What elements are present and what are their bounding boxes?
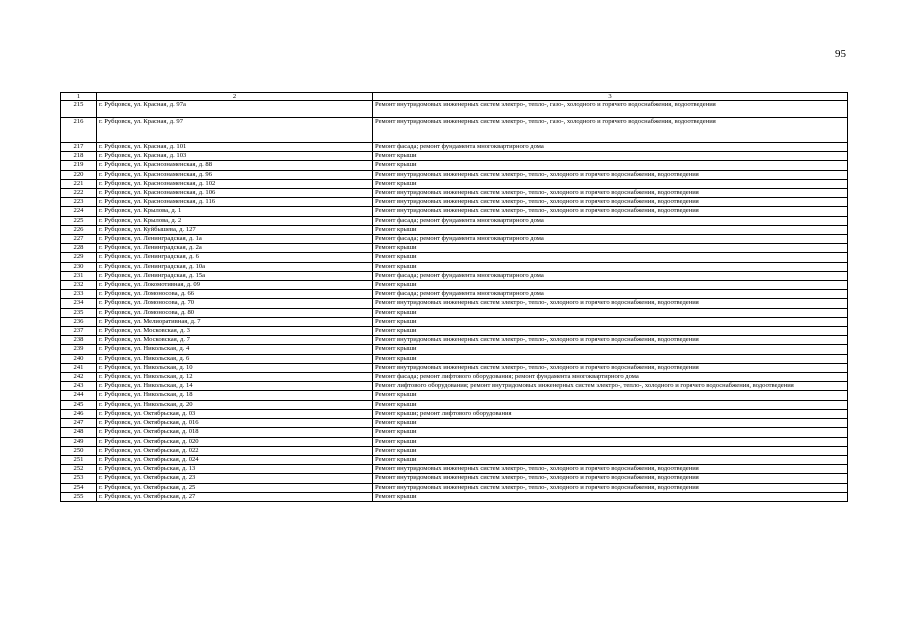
row-work: Ремонт внутридомовых инженерных систем электро-, тепло-, холодного и горячего водоснабжения, водоотведения — [373, 483, 848, 492]
table-row — [61, 437, 848, 446]
table-row — [61, 483, 848, 492]
header-col-3: 3 — [373, 93, 848, 101]
row-number: 240 — [61, 354, 97, 363]
row-work: Ремонт внутридомовых инженерных систем электро-, тепло-, холодного и горячего водоснабжения, водоотведения — [373, 207, 848, 216]
row-number: 245 — [61, 400, 97, 409]
row-number: 252 — [61, 465, 97, 474]
table-row — [61, 317, 848, 326]
row-number: 230 — [61, 262, 97, 271]
table-row — [61, 281, 848, 290]
header-col-1: 1 — [61, 93, 97, 101]
row-number: 228 — [61, 244, 97, 253]
row-address: г. Рубцовск, ул. Октябрьская, д. 020 — [97, 437, 373, 446]
row-number: 254 — [61, 483, 97, 492]
row-number: 242 — [61, 373, 97, 382]
table-row — [61, 336, 848, 345]
row-work: Ремонт внутридомовых инженерных систем электро-, тепло-, холодного и горячего водоснабжения, водоотведения — [373, 363, 848, 372]
table-row — [61, 409, 848, 418]
table-row — [61, 382, 848, 391]
row-address: г. Рубцовск, ул. Никольская, д. 10 — [97, 363, 373, 372]
row-work: Ремонт крыши — [373, 354, 848, 363]
row-work: Ремонт внутридомовых инженерных систем электро-, тепло-, холодного и горячего водоснабжения, водоотведения — [373, 299, 848, 308]
row-work: Ремонт крыши — [373, 317, 848, 326]
row-number: 223 — [61, 198, 97, 207]
row-address: г. Рубцовск, ул. Локомотивная, д. 09 — [97, 281, 373, 290]
row-address: г. Рубцовск, ул. Краснознаменская, д. 116 — [97, 198, 373, 207]
row-address: г. Рубцовск, ул. Красная, д. 101 — [97, 143, 373, 152]
row-work: Ремонт крыши — [373, 345, 848, 354]
table-row — [61, 419, 848, 428]
table-row — [61, 465, 848, 474]
row-address: г. Рубцовск, ул. Красная, д. 97а — [97, 101, 373, 118]
row-address: г. Рубцовск, ул. Октябрьская, д. 13 — [97, 465, 373, 474]
row-work: Ремонт внутридомовых инженерных систем электро-, тепло-, газо-, холодного и горячего водоснабжения, водоотведения — [373, 118, 848, 143]
table-row — [61, 179, 848, 188]
table-row — [61, 143, 848, 152]
row-work: Ремонт внутридомовых инженерных систем электро-, тепло-, холодного и горячего водоснабжения, водоотведения — [373, 474, 848, 483]
row-work: Ремонт фасада; ремонт фундамента многоквартирного дома — [373, 143, 848, 152]
row-work: Ремонт крыши — [373, 244, 848, 253]
table-row — [61, 225, 848, 234]
row-work: Ремонт фасада; ремонт фундамента многоквартирного дома — [373, 271, 848, 280]
row-work: Ремонт лифтового оборудования; ремонт внутридомовых инженерных систем электро-, тепло-, холодного и горячего водоснабжения, водоотведения — [373, 382, 848, 391]
row-number: 243 — [61, 382, 97, 391]
row-number: 250 — [61, 446, 97, 455]
table-row — [61, 170, 848, 179]
row-address: г. Рубцовск, ул. Красная, д. 103 — [97, 152, 373, 161]
row-number: 247 — [61, 419, 97, 428]
row-number: 248 — [61, 428, 97, 437]
table-row — [61, 391, 848, 400]
row-number: 237 — [61, 327, 97, 336]
row-number: 220 — [61, 170, 97, 179]
row-work: Ремонт крыши — [373, 492, 848, 501]
row-number: 253 — [61, 474, 97, 483]
table-row — [61, 446, 848, 455]
row-number: 233 — [61, 290, 97, 299]
row-work: Ремонт крыши — [373, 179, 848, 188]
table-row — [61, 253, 848, 262]
row-work: Ремонт фасада; ремонт фундамента многоквартирного дома — [373, 290, 848, 299]
row-work: Ремонт крыши — [373, 437, 848, 446]
page-number: 95 — [835, 48, 846, 60]
row-number: 236 — [61, 317, 97, 326]
table-row — [61, 235, 848, 244]
row-number: 218 — [61, 152, 97, 161]
table-row — [61, 101, 848, 118]
row-address: г. Рубцовск, ул. Октябрьская, д. 27 — [97, 492, 373, 501]
table-row — [61, 474, 848, 483]
row-number: 216 — [61, 118, 97, 143]
row-address: г. Рубцовск, ул. Московская, д. 7 — [97, 336, 373, 345]
row-work: Ремонт крыши — [373, 455, 848, 464]
table-row — [61, 118, 848, 143]
row-number: 221 — [61, 179, 97, 188]
row-address: г. Рубцовск, ул. Ленинградская, д. 6 — [97, 253, 373, 262]
row-work: Ремонт крыши — [373, 225, 848, 234]
row-work: Ремонт крыши — [373, 428, 848, 437]
row-work: Ремонт фасада; ремонт лифтового оборудования; ремонт фундамента многоквартирного дома — [373, 373, 848, 382]
row-work: Ремонт крыши — [373, 253, 848, 262]
row-address: г. Рубцовск, ул. Ломоносова, д. 66 — [97, 290, 373, 299]
row-address: г. Рубцовск, ул. Краснознаменская, д. 88 — [97, 161, 373, 170]
row-address: г. Рубцовск, ул. Никольская, д. 6 — [97, 354, 373, 363]
row-address: г. Рубцовск, ул. Ломоносова, д. 80 — [97, 308, 373, 317]
row-number: 222 — [61, 189, 97, 198]
row-work: Ремонт крыши — [373, 419, 848, 428]
row-number: 231 — [61, 271, 97, 280]
row-number: 234 — [61, 299, 97, 308]
row-address: г. Рубцовск, ул. Ленинградская, д. 2а — [97, 244, 373, 253]
row-work: Ремонт внутридомовых инженерных систем электро-, тепло-, холодного и горячего водоснабжения, водоотведения — [373, 170, 848, 179]
table-row — [61, 345, 848, 354]
row-number: 224 — [61, 207, 97, 216]
row-address: г. Рубцовск, ул. Октябрьская, д. 23 — [97, 474, 373, 483]
table-row — [61, 290, 848, 299]
table-header-row — [61, 93, 848, 101]
row-address: г. Рубцовск, ул. Краснознаменская, д. 106 — [97, 189, 373, 198]
row-work: Ремонт крыши — [373, 262, 848, 271]
row-work: Ремонт крыши — [373, 400, 848, 409]
table-row — [61, 428, 848, 437]
table-row — [61, 161, 848, 170]
table-row — [61, 492, 848, 501]
row-number: 215 — [61, 101, 97, 118]
row-address: г. Рубцовск, ул. Ломоносова, д. 70 — [97, 299, 373, 308]
row-address: г. Рубцовск, ул. Крылова, д. 2 — [97, 216, 373, 225]
table-row — [61, 363, 848, 372]
row-address: г. Рубцовск, ул. Ленинградская, д. 15а — [97, 271, 373, 280]
row-work: Ремонт внутридомовых инженерных систем электро-, тепло-, холодного и горячего водоснабжения, водоотведения — [373, 465, 848, 474]
row-number: 251 — [61, 455, 97, 464]
row-address: г. Рубцовск, ул. Красная, д. 97 — [97, 118, 373, 143]
table-row — [61, 207, 848, 216]
row-number: 246 — [61, 409, 97, 418]
row-number: 255 — [61, 492, 97, 501]
table-row — [61, 455, 848, 464]
row-work: Ремонт внутридомовых инженерных систем электро-, тепло-, холодного и горячего водоснабжения, водоотведения — [373, 198, 848, 207]
row-number: 235 — [61, 308, 97, 317]
row-address: г. Рубцовск, ул. Краснознаменская, д. 102 — [97, 179, 373, 188]
row-number: 249 — [61, 437, 97, 446]
row-address: г. Рубцовск, ул. Октябрьская, д. 25 — [97, 483, 373, 492]
row-address: г. Рубцовск, ул. Октябрьская, д. 024 — [97, 455, 373, 464]
table-row — [61, 327, 848, 336]
table-row — [61, 373, 848, 382]
row-number: 239 — [61, 345, 97, 354]
row-address: г. Рубцовск, ул. Октябрьская, д. 016 — [97, 419, 373, 428]
row-work: Ремонт крыши — [373, 152, 848, 161]
row-number: 219 — [61, 161, 97, 170]
row-number: 227 — [61, 235, 97, 244]
table-row — [61, 400, 848, 409]
row-address: г. Рубцовск, ул. Ленинградская, д. 10а — [97, 262, 373, 271]
table-row — [61, 244, 848, 253]
table-row — [61, 308, 848, 317]
row-number: 225 — [61, 216, 97, 225]
row-work: Ремонт фасада; ремонт фундамента многоквартирного дома — [373, 216, 848, 225]
row-address: г. Рубцовск, ул. Краснознаменская, д. 96 — [97, 170, 373, 179]
row-address: г. Рубцовск, ул. Никольская, д. 20 — [97, 400, 373, 409]
row-number: 241 — [61, 363, 97, 372]
row-address: г. Рубцовск, ул. Никольская, д. 14 — [97, 382, 373, 391]
row-work: Ремонт крыши — [373, 446, 848, 455]
row-work: Ремонт крыши — [373, 281, 848, 290]
row-number: 244 — [61, 391, 97, 400]
row-address: г. Рубцовск, ул. Московская, д. 3 — [97, 327, 373, 336]
table-row — [61, 189, 848, 198]
table-row — [61, 354, 848, 363]
repair-works-table — [60, 92, 848, 502]
row-number: 229 — [61, 253, 97, 262]
row-work: Ремонт фасада; ремонт фундамента многоквартирного дома — [373, 235, 848, 244]
row-work: Ремонт крыши; ремонт лифтового оборудования — [373, 409, 848, 418]
row-number: 238 — [61, 336, 97, 345]
row-number: 226 — [61, 225, 97, 234]
table-row — [61, 262, 848, 271]
row-work: Ремонт внутридомовых инженерных систем электро-, тепло-, холодного и горячего водоснабжения, водоотведения — [373, 189, 848, 198]
table-row — [61, 152, 848, 161]
row-address: г. Рубцовск, ул. Октябрьская, д. 018 — [97, 428, 373, 437]
table-row — [61, 198, 848, 207]
row-address: г. Рубцовск, ул. Крылова, д. 1 — [97, 207, 373, 216]
row-work: Ремонт крыши — [373, 327, 848, 336]
row-address: г. Рубцовск, ул. Октябрьская, д. 022 — [97, 446, 373, 455]
row-address: г. Рубцовск, ул. Никольская, д. 18 — [97, 391, 373, 400]
row-address: г. Рубцовск, ул. Ленинградская, д. 1а — [97, 235, 373, 244]
row-address: г. Рубцовск, ул. Мелиоративная, д. 7 — [97, 317, 373, 326]
header-col-2: 2 — [97, 93, 373, 101]
row-address: г. Рубцовск, ул. Никольская, д. 12 — [97, 373, 373, 382]
row-address: г. Рубцовск, ул. Октябрьская, д. 03 — [97, 409, 373, 418]
row-work: Ремонт крыши — [373, 308, 848, 317]
row-work: Ремонт крыши — [373, 161, 848, 170]
table-row — [61, 299, 848, 308]
row-address: г. Рубцовск, ул. Куйбышева, д. 127 — [97, 225, 373, 234]
row-work: Ремонт внутридомовых инженерных систем электро-, тепло-, газо-, холодного и горячего водоснабжения, водоотведения — [373, 101, 848, 118]
table-row — [61, 216, 848, 225]
row-number: 232 — [61, 281, 97, 290]
row-work: Ремонт крыши — [373, 391, 848, 400]
table-row — [61, 271, 848, 280]
row-work: Ремонт внутридомовых инженерных систем электро-, тепло-, холодного и горячего водоснабжения, водоотведения — [373, 336, 848, 345]
row-address: г. Рубцовск, ул. Никольская, д. 4 — [97, 345, 373, 354]
row-number: 217 — [61, 143, 97, 152]
